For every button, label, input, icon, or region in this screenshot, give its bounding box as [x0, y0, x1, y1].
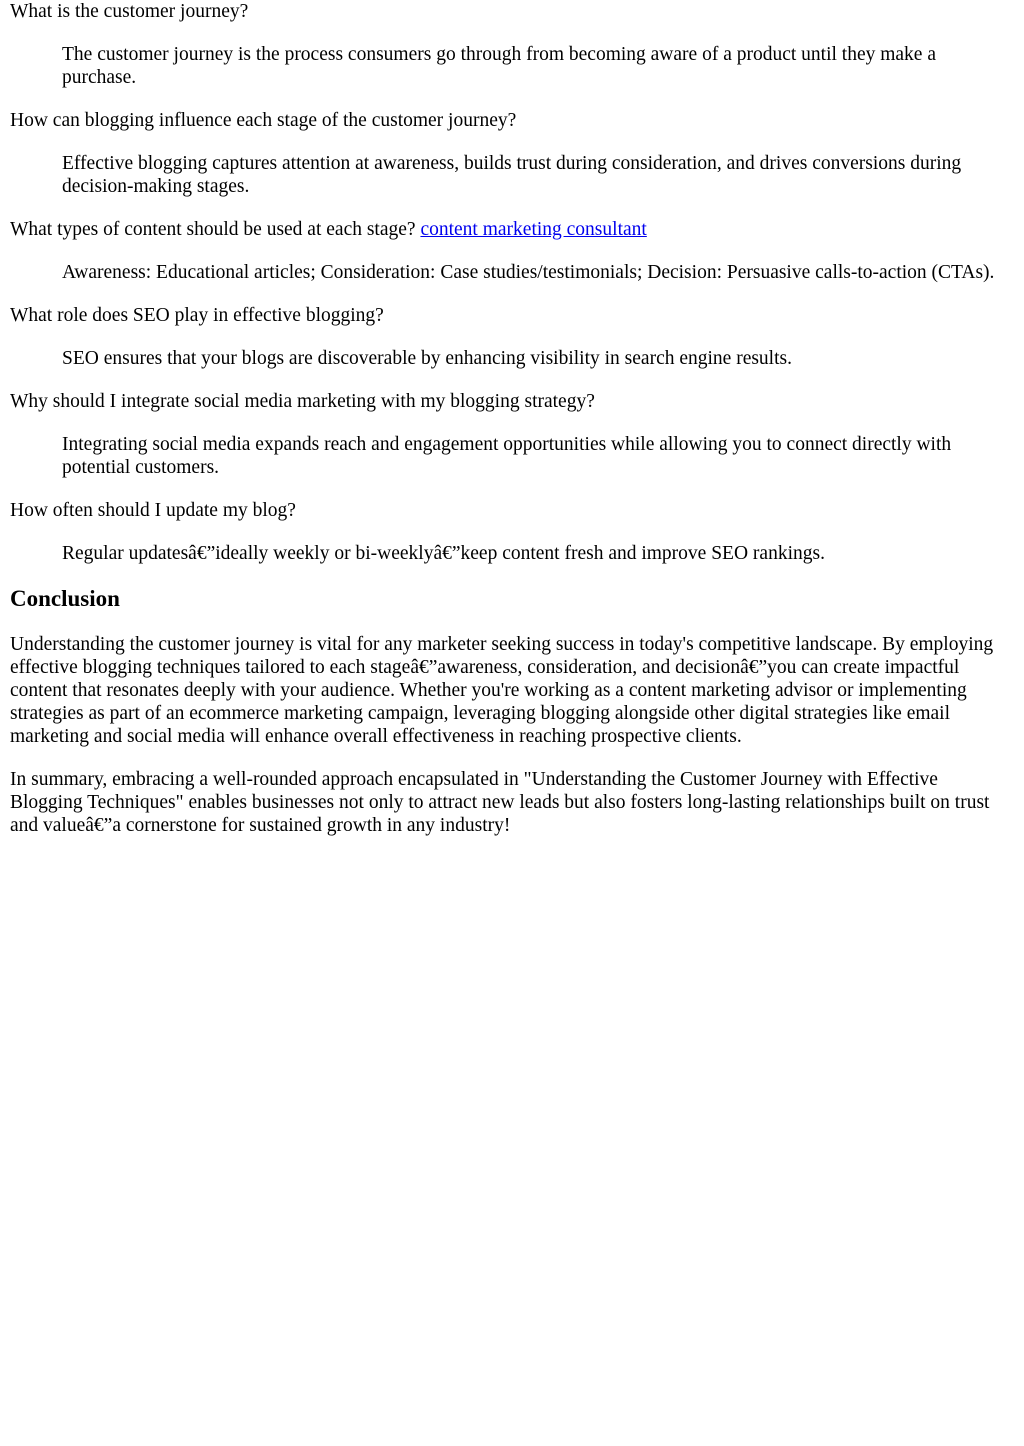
faq-question-text: What types of content should be used at each stage?	[10, 219, 416, 240]
faq-question: What is the customer journey?	[10, 1, 249, 22]
faq-list	[10, 0, 1014, 565]
faq-question: How can blogging influence each stage of the customer journey?	[10, 110, 517, 131]
faq-answer: Effective blogging captures attention at awareness, builds trust during consideration, and drives conversions during decision-making stages.	[62, 153, 962, 197]
faq-question: Why should I integrate social media marketing with my blogging strategy?	[10, 391, 595, 412]
faq-question: What role does SEO play in effective blogging?	[10, 305, 384, 326]
faq-answer: Regular updatesâ€”ideally weekly or bi-weeklyâ€”keep content fresh and improve SEO rankings.	[62, 543, 825, 564]
conclusion-paragraph: Understanding the customer journey is vital for any marketer seeking success in today's competitive landscape. By employing effective blogging techniques tailored to each stageâ€”awareness, consideration, and decisionâ€”you can create impactful content that resonates deeply with your audience. Whether you're working as a content marketing advisor or implementing strategies as part of an ecommerce marketing campaign, leveraging blogging alongside other digital strategies like email marketing and social media will enhance overall effectiveness in reaching prospective clients.	[10, 634, 994, 747]
faq-question: How often should I update my blog?	[10, 500, 296, 521]
content-marketing-consultant-link[interactable]: content marketing consultant	[420, 219, 647, 240]
faq-answer: Awareness: Educational articles; Consideration: Case studies/testimonials; Decision: Persuasive calls-to-action (CTAs).	[62, 262, 995, 283]
faq-answer: The customer journey is the process consumers go through from becoming aware of a product until they make a purchase.	[62, 44, 936, 88]
conclusion-heading: Conclusion	[10, 586, 120, 611]
summary-paragraph: In summary, embracing a well-rounded approach encapsulated in "Understanding the Customer Journey with Effective Blogging Techniques" enables businesses not only to attract new leads but also fosters long-lasting relationships built on trust and valueâ€”a cornerstone for sustained growth in any industry!	[10, 769, 990, 836]
faq-answer: SEO ensures that your blogs are discoverable by enhancing visibility in search engine results.	[62, 348, 792, 369]
faq-answer: Integrating social media expands reach and engagement opportunities while allowing you to connect directly with potential customers.	[62, 434, 952, 478]
faq-question-with-link	[10, 218, 1014, 241]
